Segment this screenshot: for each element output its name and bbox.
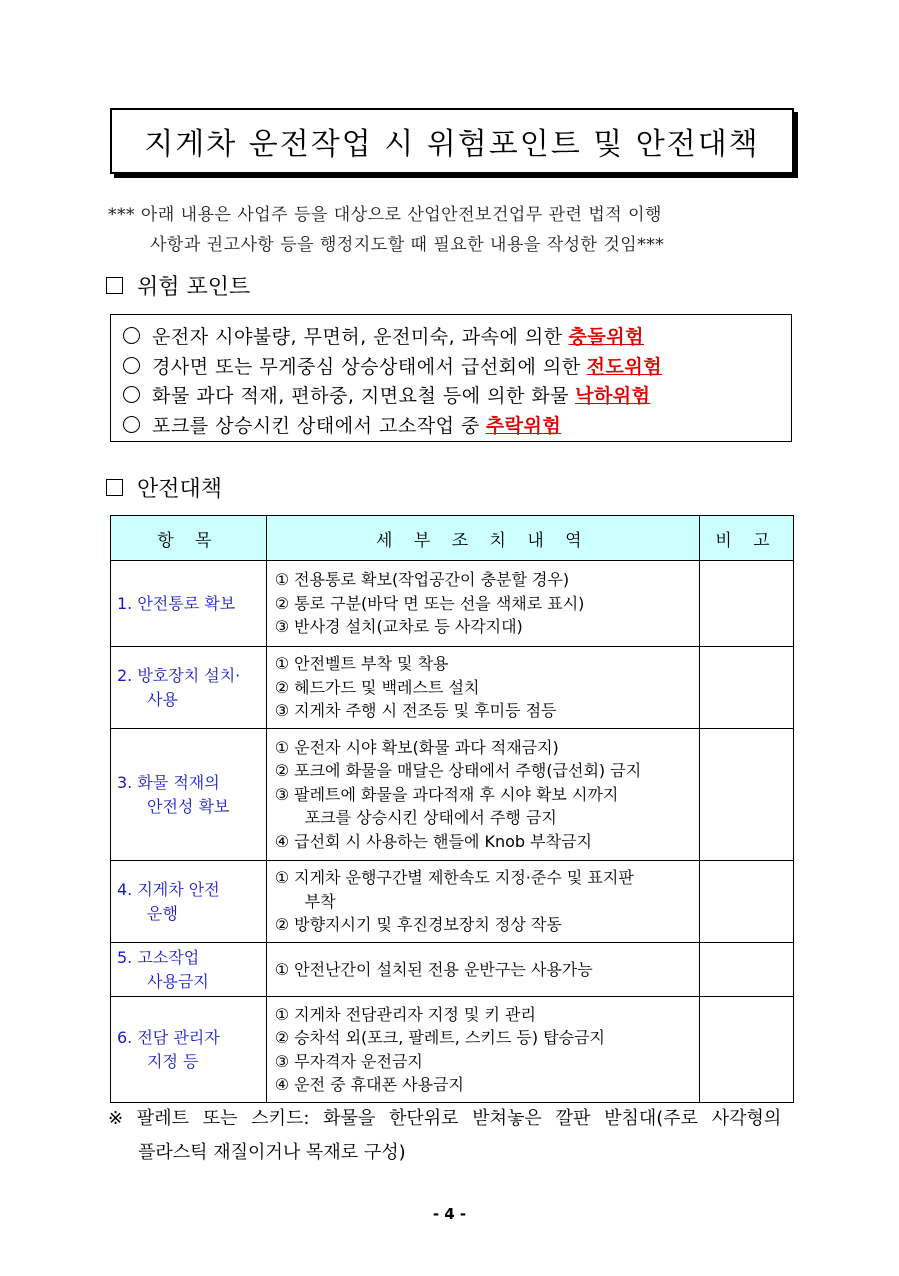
risk-item: [123, 410, 779, 440]
row-note-cell: [699, 997, 793, 1103]
row-detail-cell: [266, 561, 699, 647]
detail-line: ③ 무자격자 운전금지: [274, 1051, 423, 1071]
title-box: [110, 108, 794, 174]
row-item-cell: [111, 861, 267, 943]
detail-line: ② 포크에 화물을 매달은 상태에서 주행(급선회) 금지: [274, 761, 642, 781]
risk-item-text: 경사면 또는 무게중심 상승상태에서 급선회에 의한: [152, 355, 581, 378]
table-header-row: [111, 516, 794, 561]
detail-line: ② 헤드가드 및 백레스트 설치: [274, 677, 480, 697]
row-item-label-cont: 사용금지: [147, 971, 209, 991]
checkbox-square-icon: [106, 277, 123, 294]
table-row: [111, 561, 794, 647]
detail-line: ④ 급선회 시 사용하는 핸들에 Knob 부착금지: [274, 831, 592, 851]
detail-line: ① 지게차 운행구간별 제한속도 지정·준수 및 표지판: [274, 868, 634, 888]
detail-line: ① 지게차 전담관리자 지정 및 키 관리: [274, 1004, 536, 1024]
notice-line-2: 사항과 권고사항 등을 행정지도할 때 필요한 내용을 작성한 것임***: [150, 235, 665, 255]
risk-item-text: 운전자 시야불량, 무면허, 운전미숙, 과속에 의한: [152, 326, 563, 349]
row-item-label-cont: 안전성 확보: [147, 796, 230, 816]
row-note-cell: [699, 943, 793, 997]
risk-item-text: 포크를 상승시킨 상태에서 고소작업 중: [152, 414, 480, 437]
detail-line: ④ 운전 중 휴대폰 사용금지: [274, 1075, 464, 1094]
table-row: [111, 647, 794, 729]
safety-heading-text: 안전대책: [137, 477, 223, 502]
row-item-cell: [111, 943, 267, 997]
risk-points-box: [110, 314, 792, 442]
detail-line: ① 운전자 시야 확보(화물 과다 적재금지): [274, 737, 559, 757]
footnote: [108, 1102, 798, 1170]
circle-bullet-icon: [123, 357, 140, 374]
table-row: [111, 997, 794, 1103]
safety-section-heading: [106, 472, 222, 503]
row-item-label: 4. 지게차 안전: [117, 879, 220, 899]
row-item-label: 5. 고소작업: [117, 947, 200, 967]
risk-item-highlight: 낙하위험: [575, 385, 651, 408]
row-item-label-cont: 사용: [147, 689, 178, 709]
row-item-label: 3. 화물 적재의: [117, 772, 220, 792]
table-row: [111, 861, 794, 943]
column-header-note: 비 고: [699, 516, 793, 561]
row-item-label: 2. 방호장치 설치·: [117, 665, 241, 685]
detail-line: ① 안전난간이 설치된 전용 운반구는 사용가능: [274, 959, 593, 979]
column-header-details: 세 부 조 치 내 역: [266, 516, 699, 561]
safety-measures-table: [110, 515, 794, 1103]
detail-line: ③ 반사경 설치(교차로 등 사각지대): [274, 617, 523, 637]
detail-line-cont: 부착: [304, 891, 336, 911]
row-item-label: 6. 전담 관리자: [117, 1027, 220, 1047]
page-number: - 4 -: [432, 1205, 467, 1223]
detail-line: ② 통로 구분(바닥 면 또는 선을 색채로 표시): [274, 593, 585, 613]
detail-line: ② 방향지시기 및 후진경보장치 정상 작동: [274, 915, 562, 935]
row-detail-cell: [266, 997, 699, 1103]
row-note-cell: [699, 561, 793, 647]
risk-item: [123, 380, 779, 410]
risk-item-highlight: 전도위험: [586, 355, 663, 378]
row-item-cell: [111, 647, 267, 729]
row-detail-cell: [266, 943, 699, 997]
row-detail-cell: [266, 861, 699, 943]
risk-heading-text: 위험 포인트: [137, 275, 251, 300]
detail-line: ③ 팔레트에 화물을 과다적재 후 시야 확보 시까지: [274, 784, 619, 804]
detail-line: ③ 지게차 주행 시 전조등 및 후미등 점등: [274, 701, 557, 721]
circle-bullet-icon: [123, 416, 140, 433]
row-detail-cell: [266, 729, 699, 861]
column-header-item: 항 목: [111, 516, 267, 561]
risk-item: [123, 351, 779, 381]
risk-item-text: 화물 과다 적재, 편하중, 지면요철 등에 의한 화물: [152, 385, 570, 408]
detail-line: ② 승차석 외(포크, 팔레트, 스키드 등) 탑승금지: [274, 1028, 605, 1047]
footnote-line-1: ※ 팔레트 또는 스키드: 화물을 한단위로 받쳐놓은 깔판 받침대(주로 사각형의: [108, 1108, 782, 1129]
page-title: 지게차 운전작업 시 위험포인트 및 안전대책: [144, 127, 760, 162]
row-item-label-cont: 운행: [147, 903, 178, 923]
row-item-cell: [111, 561, 267, 647]
risk-section-heading: [106, 270, 250, 301]
row-note-cell: [699, 647, 793, 729]
row-item-cell: [111, 729, 267, 861]
row-item-cell: [111, 997, 267, 1103]
table-row: [111, 943, 794, 997]
footnote-line-2: 플라스틱 재질이거나 목재로 구성): [138, 1142, 406, 1163]
notice: [108, 200, 798, 260]
detail-line-cont: 포크를 상승시킨 상태에서 주행 금지: [304, 808, 557, 828]
row-note-cell: [699, 861, 793, 943]
row-item-label: 1. 안전통로 확보: [117, 593, 236, 613]
row-item-label-cont: 지정 등: [147, 1051, 199, 1071]
risk-item: [123, 321, 779, 351]
detail-line: ① 전용통로 확보(작업공간이 충분할 경우): [274, 570, 570, 590]
risk-item-highlight: 추락위험: [485, 414, 562, 437]
table-row: [111, 729, 794, 861]
row-note-cell: [699, 729, 793, 861]
row-detail-cell: [266, 647, 699, 729]
detail-line: ① 안전벨트 부착 및 착용: [274, 654, 449, 674]
risk-item-highlight: 충돌위험: [568, 326, 644, 349]
circle-bullet-icon: [123, 327, 140, 344]
checkbox-square-icon: [106, 479, 123, 496]
circle-bullet-icon: [123, 386, 140, 403]
notice-line-1: *** 아래 내용은 사업주 등을 대상으로 산업안전보건업무 관련 법적 이행: [108, 205, 662, 225]
